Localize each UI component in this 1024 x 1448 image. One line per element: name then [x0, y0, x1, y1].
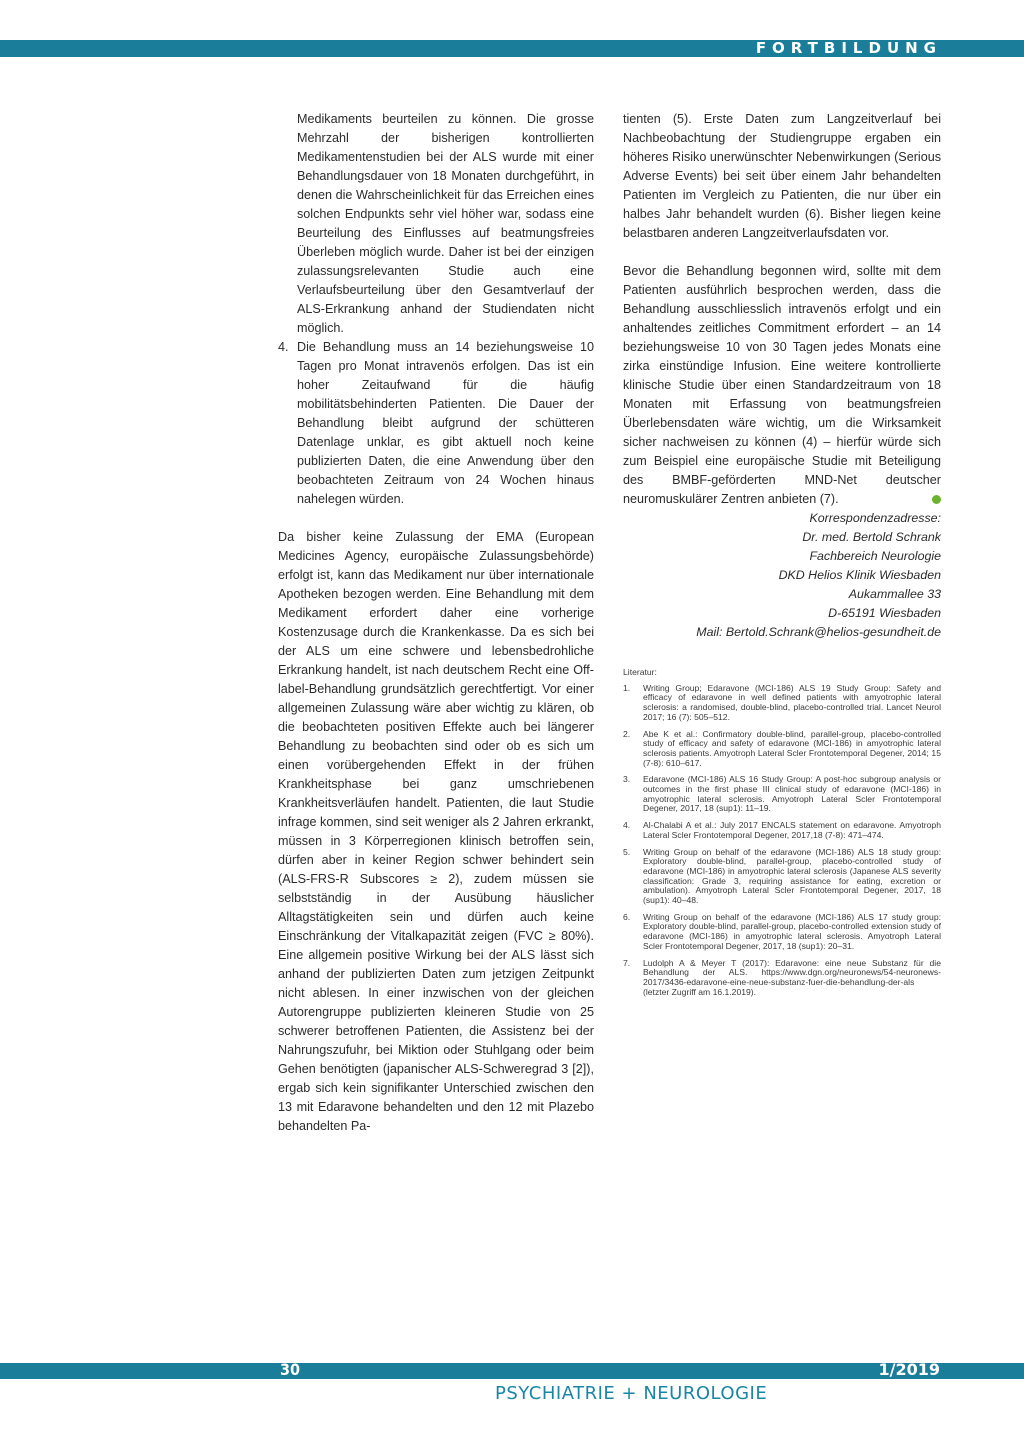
reference-item: 1. Writing Group; Edaravone (MCI-186) ALS 19 Study Group: Safety and efficacy of edaravone in well defined patients with amyotrophic lateral sclerosis: a randomised, double-blind, placebo-controlled trial. Lancet Neurol 2017; 16 (7): 505–512. — [623, 682, 941, 722]
list-item-text: Die Behandlung muss an 14 beziehungsweise 10 Tagen pro Monat intravenös erfolgen. Das ist ein hoher Zeitaufwand für die häufig mobilitätsbehinderten Patienten. Die Dauer der Behandlung bleibt aufgrund der schütteren Datenlage unklar, es gibt aktuell noch keine publizierten Daten, die eine Anwendung über den beobachteten Zeitraum von 24 Wochen hinaus nahelegen würden. — [297, 340, 594, 506]
reference-item: 6. Writing Group on behalf of the edaravone (MCI-186) ALS 17 study group: Exploratory double-blind, parallel-group, placebo-controlled extension study of edaravone (MCI-186) in amyotrophic lateral sclerosis. Amyotroph Lateral Scler Frontotemporal Degener, 2017, 18 (sup1): 20–31. — [623, 911, 941, 951]
left-column — [278, 110, 594, 1136]
section-label: FORTBILDUNG — [755, 39, 942, 57]
numbered-list — [278, 110, 594, 509]
end-of-article-dot-icon — [932, 495, 941, 504]
reference-list — [623, 684, 941, 998]
journal-title: PSYCHIATRIE + NEUROLOGIE — [495, 1383, 768, 1404]
body-paragraph-final — [623, 262, 941, 509]
reference-item: 2. Abe K et al.: Confirmatory double-blind, parallel-group, placebo-controlled study of efficacy and safety of edaravone (MCI-186) in amyotrophic lateral sclerosis patients. Amyotroph Lateral Scler Frontotemporal Degener, 2014; 15 (7-8): 610–617. — [623, 728, 941, 768]
body-paragraph: tienten (5). Erste Daten zum Langzeitverlauf bei Nachbeobachtung der Studiengruppe ergaben ein höheres Risiko unerwünschter Nebenwirkungen (Serious Adverse Events) bei seit über einem Jahr behandelten Patienten im Vergleich zu Patienten, die nur über ein halbes Jahr behandelt wurden (6). Bisher liegen keine belastbaren anderen Langzeitverlaufsdaten vor. — [623, 112, 941, 240]
list-item-continued — [278, 110, 594, 338]
address-mail: Mail: Bertold.Schrank@helios-gesundheit.de — [696, 625, 941, 639]
list-item-4 — [278, 338, 594, 509]
list-item-text: Medikaments beurteilen zu können. Die grosse Mehrzahl der bisherigen kontrollierten Medikamentenstudien bei der ALS wurde mit einer Behandlungsdauer von 18 Monaten durchgeführt, in denen die Wahrscheinlichkeit für das Erreichen eines solchen Endpunkts sehr viel höher war, sodass eine Beurteilung des Einflusses auf beatmungsfreies Überleben möglich wurde. Daher ist bei der einzigen zulassungsrelevanten Studie auch eine Verlaufsbeurteilung über den Gesamtverlauf der ALS-Erkrankung anhand der Studiendaten nicht möglich. — [297, 112, 594, 335]
correspondence-address — [623, 509, 941, 642]
issue-number: 1/2019 — [878, 1360, 940, 1379]
body-paragraph: Da bisher keine Zulassung der EMA (European Medicines Agency, europäische Zulassungsbehörde) erfolgt ist, kann das Medikament nur über internationale Apotheken bezogen werden. Eine Behandlung mit dem Medikament erfordert daher eine vorherige Kostenzusage durch die Krankenkasse. Da es sich bei der ALS um eine schwere und lebensbedrohliche Erkrankung handelt, ist nach deutschem Recht eine Off-label-Behandlung grundsätzlich gerechtfertigt. Vor einer allgemeinen Zulassung wäre aber wichtig zu klären, ob die beobachteten positiven Effekte auch bei längerer Behandlung zu beobachten sind oder ob es sich um einen vorübergehenden Effekt in der frühen Krankheitsphase bei ganz umschriebenen Krankheitsverläufen handelt. Patienten, die laut Studie infrage kommen, sind seit weniger als 2 Jahren erkrankt, müssen in 3 Körperregionen klinisch betroffen sein, dürfen aber in keiner Region schwer behindert sein (ALS-FRS-R Subscores ≥ 2), zudem müssen sie selbstständig in der Ausübung häuslicher Alltagstätigkeiten sein und dürfen auch keine Einschränkung der Vitalkapazität zeigen (FVC ≥ 80%). Eine allgemein positive Wirkung bei der ALS lässt sich anhand der publizierten Daten zum jetzigen Zeitpunkt nicht ablesen. In einer inzwischen von der gleichen Autorengruppe publizierten kleineren Studie von 25 schwerer betroffenen Patienten, die Assistenz bei der Nahrungszufuhr, bei Miktion oder Stuhlgang oder beim Gehen benötigten (japanischer ALS-Schweregrad 3 [2]), ergab sich kein signifikanter Unterschied zwischen den 13 mit Edaravone behandelten und den 12 mit Plazebo behandelten Pa- — [278, 530, 594, 1133]
address-name: Dr. med. Bertold Schrank — [802, 530, 941, 544]
address-label: Korrespondenzadresse: — [809, 511, 941, 525]
reference-item: 7. Ludolph A & Meyer T (2017): Edaravone: eine neue Substanz für die Behandlung der ALS. https://www.dgn.org/neuronews/54-neuronews-2017/3436-edaravone-eine-neue-substanz-fuer-die-behandlung-der-als (letzter Zugriff am 16.1.2019). — [623, 957, 941, 997]
address-clinic: DKD Helios Klinik Wiesbaden — [778, 568, 941, 582]
reference-item: 3. Edaravone (MCI-186) ALS 16 Study Group: A post-hoc subgroup analysis or outcomes in the first phase III clinical study of edaravone (MCI-186) in amyotrophic lateral sclerosis. Amyotroph Lateral Scler Frontotemporal Degener, 2017, 18 (sup1): 11–19. — [623, 774, 941, 814]
address-city: D-65191 Wiesbaden — [828, 606, 941, 620]
reference-item: 5. Writing Group on behalf of the edaravone (MCI-186) ALS 18 study group: Exploratory double-blind, parallel-group, placebo-controlled study of edaravone (MCI-186) in amyotrophic lateral sclerosis (Japanese ALS severity classification: Grade 3, requiring assistance for eating, excretion or ambulation). Amyotroph Lateral Scler Frontotemporal Degener, 2017, 18 (sup1): 40–48. — [623, 846, 941, 906]
paragraph-text: Bevor die Behandlung begonnen wird, sollte mit dem Patienten ausführlich besprochen werden, dass die Behandlung ausschliesslich intravenös erfolgt und ein anhaltendes zeitliches Commitment erfordert – an 14 beziehungsweise 10 von 30 Tagen jedes Monats eine zirka einstündige Infusion. Eine weitere kontrollierte klinische Studie über einen Standardzeitraum von 18 Monaten mit Erfassung von beatmungsfreien Überlebensdaten wäre wichtig, um die Wirksamkeit sicher nachweisen zu können (4) – hierfür würde sich zum Beispiel eine europäische Studie mit Beteiligung des BMBF-geförderten MND-Net deutscher neuromuskulärer Zentren anbieten (7). — [623, 264, 941, 506]
address-street: Aukammallee 33 — [848, 587, 941, 601]
right-column — [623, 110, 941, 1004]
address-department: Fachbereich Neurologie — [809, 549, 941, 563]
page-number: 30 — [280, 1360, 301, 1379]
reference-item: 4. Al-Chalabi A et al.: July 2017 ENCALS statement on edaravone. Amyotroph Lateral Scler Frontotemporal Degener, 2017,18 (7-8): 471–474. — [623, 820, 941, 840]
footer-band — [0, 1363, 1024, 1379]
list-item-number: 4. — [278, 340, 289, 354]
references — [623, 668, 941, 997]
references-title: Literatur: — [623, 667, 657, 677]
